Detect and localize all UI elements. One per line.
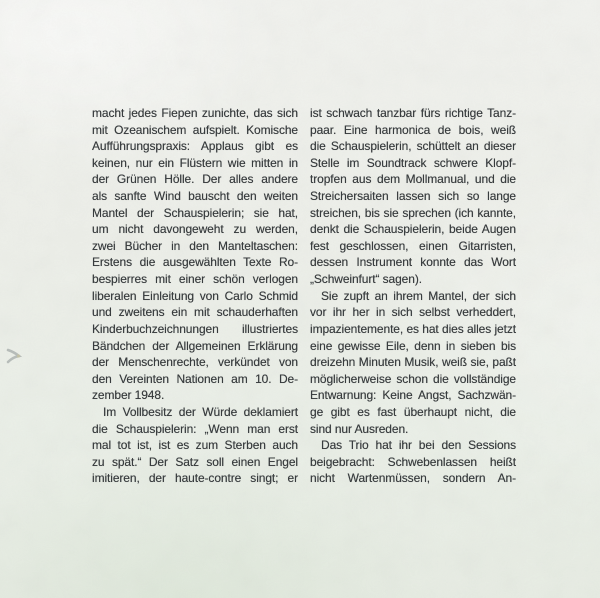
text-line: der Grünen Hölle. Der alles andere [92,172,298,187]
text-line: nicht Wartenmüssen, sondern An- [310,471,516,486]
pencil-smudge-mark [5,345,25,367]
text-line: mit Ozeanischem aufspielt. Komische [92,122,298,137]
text-line: Im Vollbesitz der Würde deklamiert [103,404,298,419]
text-line: möglicherweise schon die vollständige [310,371,516,386]
text-line: denkt die Schauspielerin, beide Augen [310,222,516,237]
text-line: dreizehn Minuten Musik, weiß sie, paßt [310,355,516,370]
text-line: paar. Eine harmonica de bois, weiß [310,122,516,137]
text-line: beigebracht: Schwebenlassen heißt [310,454,516,469]
text-line: liberalen Einleitung von Carlo Schmid [92,288,298,303]
text-line: eine gewisse Eile, denn in sieben bis [310,338,516,353]
text-line: impazientemente, es hat dies alles jetzt [310,321,516,336]
text-line: die Schauspielerin: „Wenn man erst [92,421,298,436]
text-line: „Schweinfurt“ sagen). [310,272,422,287]
text-line: zwei Bücher in den Manteltaschen: [92,238,298,253]
text-line: Entwarnung: Keine Angst, Sachzwän- [310,388,516,403]
text-line: Mantel der Schauspielerin; sie hat, [92,205,298,220]
text-line: mal tot ist, ist es zum Sterben auch [92,438,298,453]
text-line: die Schauspielerin, schüttelt an dieser [310,139,516,154]
text-line: sind nur Ausreden. [310,421,409,436]
text-line: als sanfte Wind bauscht den weiten [92,189,298,204]
text-line: fest geschlossen, einen Gitarristen, [310,238,516,253]
text-line: tropfen aus dem Mollmanual, und die [310,172,516,187]
text-line: der Menschenrechte, verkündet von [92,355,298,370]
text-line: bespierres mit einer schön verlogen [92,272,298,287]
text-line: Stelle im Soundtrack schwere Klopf- [310,155,516,170]
text-column-right [310,106,516,488]
text-line: den Vereinten Nationen am 10. De- [92,371,298,386]
text-line: vor ihr her in sich selbst verheddert, [310,305,516,320]
text-line: ist schwach tanzbar fürs richtige Tanz- [310,106,516,120]
text-line: imitieren, der haute-contre singt; er [92,471,298,486]
text-line: Bändchen der Allgemeinen Erklärung [92,338,298,353]
text-line: dessen Instrument konnte das Wort [310,255,516,270]
text-line: und zweitens ein mit schauderhaften [92,305,298,320]
text-line: Erstens die ausgewählten Texte Ro- [92,255,298,270]
text-block [92,106,516,488]
text-line: zu spät.“ Der Satz soll einen Engel [92,454,298,469]
text-line: zember 1948. [92,388,165,403]
text-line: streichen, bis sie sprechen (ich kannte, [310,205,516,220]
text-line: Aufführungspraxis: Applaus gibt es [92,139,298,154]
text-line: Streichersaiten lassen sich so lange [310,189,516,204]
text-line: Sie zupft an ihrem Mantel, der sich [321,288,516,303]
text-line: ge gibt es fast überhaupt nicht, die [310,404,516,419]
text-line: Das Trio hat ihr bei den Sessions [321,438,516,453]
text-column-left [92,106,298,488]
text-line: keinen, nur ein Flüstern wie mitten in [92,155,298,170]
text-line: Kinderbuchzeichnungen illustriertes [92,321,298,336]
text-line: um nicht davongeweht zu werden, [92,222,298,237]
text-line: macht jedes Fiepen zunichte, das sich [92,106,298,120]
